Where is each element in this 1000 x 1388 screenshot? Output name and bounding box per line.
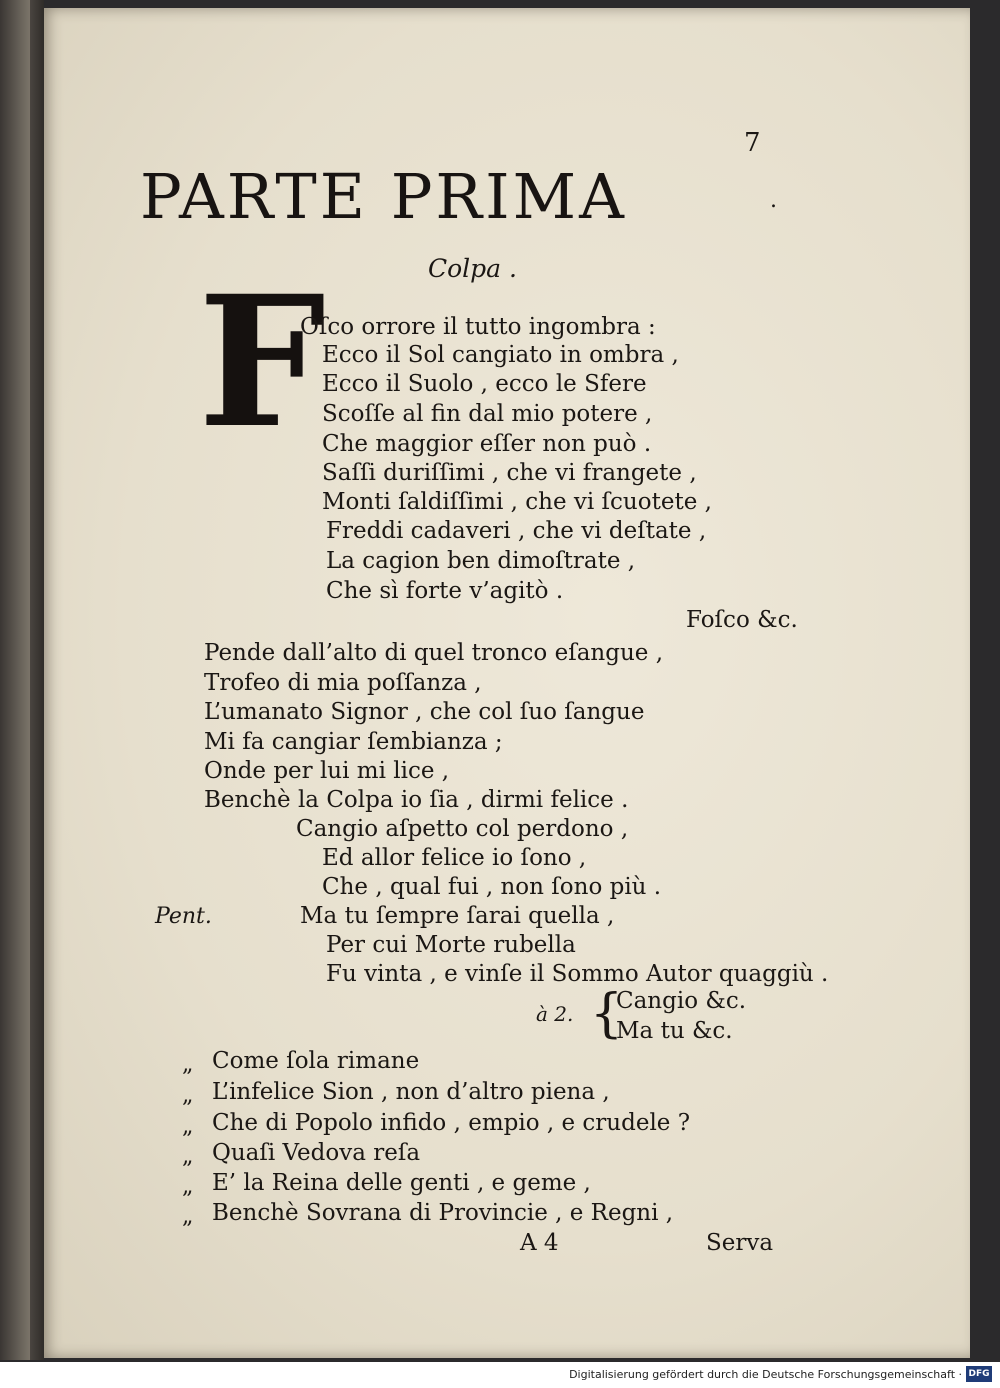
- catchword: Serva: [706, 1230, 774, 1256]
- page-title: PARTE PRIMA: [140, 160, 627, 233]
- book-gutter: [30, 0, 44, 1360]
- signature-mark: A 4: [520, 1230, 559, 1256]
- verse-line: Che , qual fui , non ſono più .: [322, 874, 662, 900]
- page-number: 7: [744, 128, 761, 158]
- quote-mark: „: [182, 1174, 194, 1199]
- duet-line: Ma tu &c.: [616, 1018, 733, 1044]
- dfg-logo-icon: DFG: [966, 1366, 992, 1382]
- funding-credit: Digitalisierung gefördert durch die Deutsche Forschungsgemeinschaft ·: [569, 1368, 962, 1381]
- verse-line: Pende dall’alto di quel tronco eſangue ,: [204, 640, 664, 666]
- refrain-cue: Foſco &c.: [686, 607, 798, 633]
- verse-line: L’infelice Sion , non d’altro piena ,: [212, 1079, 610, 1105]
- verse-line: Trofeo di mia poſſanza ,: [204, 670, 482, 696]
- quote-mark: „: [182, 1144, 194, 1169]
- quote-mark: „: [182, 1114, 194, 1139]
- verse-line: Onde per lui mi lice ,: [204, 758, 450, 784]
- brace-icon: {: [590, 984, 624, 1044]
- quote-mark: „: [182, 1204, 194, 1229]
- verse-line: Quaſi Vedova reſa: [212, 1140, 421, 1166]
- verse-line: E’ la Reina delle genti , e geme ,: [212, 1170, 591, 1196]
- title-dot: .: [770, 188, 777, 213]
- verse-line: La cagion ben dimoſtrate ,: [326, 548, 636, 574]
- quote-mark: „: [182, 1083, 194, 1108]
- verse-line: Ma tu ſempre ſarai quella ,: [300, 903, 615, 929]
- quote-mark: „: [182, 1052, 194, 1077]
- verse-line: Mi fa cangiar ſembianza ;: [204, 729, 503, 755]
- verse-line: Che maggior eſſer non può .: [322, 431, 652, 457]
- verse-line: Ecco il Suolo , ecco le Sfere: [322, 371, 647, 397]
- verse-line: Fu vinta , e vinſe il Sommo Autor quaggiù .: [326, 961, 829, 987]
- verse-line: Benchè la Colpa io ſia , dirmi felice .: [204, 787, 629, 813]
- duet-line: Cangio &c.: [616, 988, 747, 1014]
- verse-line: Benchè Sovrana di Provincie , e Regni ,: [212, 1200, 674, 1226]
- verse-line: Che di Popolo infido , empio , e crudele ?: [212, 1110, 691, 1136]
- drop-cap: F: [198, 257, 326, 468]
- speaker-heading: Colpa .: [428, 254, 517, 283]
- verse-line: Come ſola rimane: [212, 1048, 420, 1074]
- verse-line: Freddi cadaveri , che vi deſtate ,: [326, 518, 707, 544]
- verse-line: Ecco il Sol cangiato in ombra ,: [322, 342, 679, 368]
- duet-label: à 2.: [536, 1002, 574, 1026]
- verse-line: L’umanato Signor , che col ſuo ſangue: [204, 699, 645, 725]
- verse-line: Oſco orrore il tutto ingombra :: [300, 314, 656, 340]
- verse-line: Saſſi duriſſimi , che vi frangete ,: [322, 460, 697, 486]
- verse-line: Scoſſe al fin dal mio potere ,: [322, 401, 653, 427]
- verse-line: Cangio aſpetto col perdono ,: [296, 816, 629, 842]
- verse-line: Per cui Morte rubella: [326, 932, 576, 958]
- speaker-label: Pent.: [155, 904, 212, 929]
- verse-line: Ed allor felice io ſono ,: [322, 845, 587, 871]
- verse-line: Che sì forte v’agitò .: [326, 578, 564, 604]
- verse-line: Monti ſaldiſſimi , che vi ſcuotete ,: [322, 489, 712, 515]
